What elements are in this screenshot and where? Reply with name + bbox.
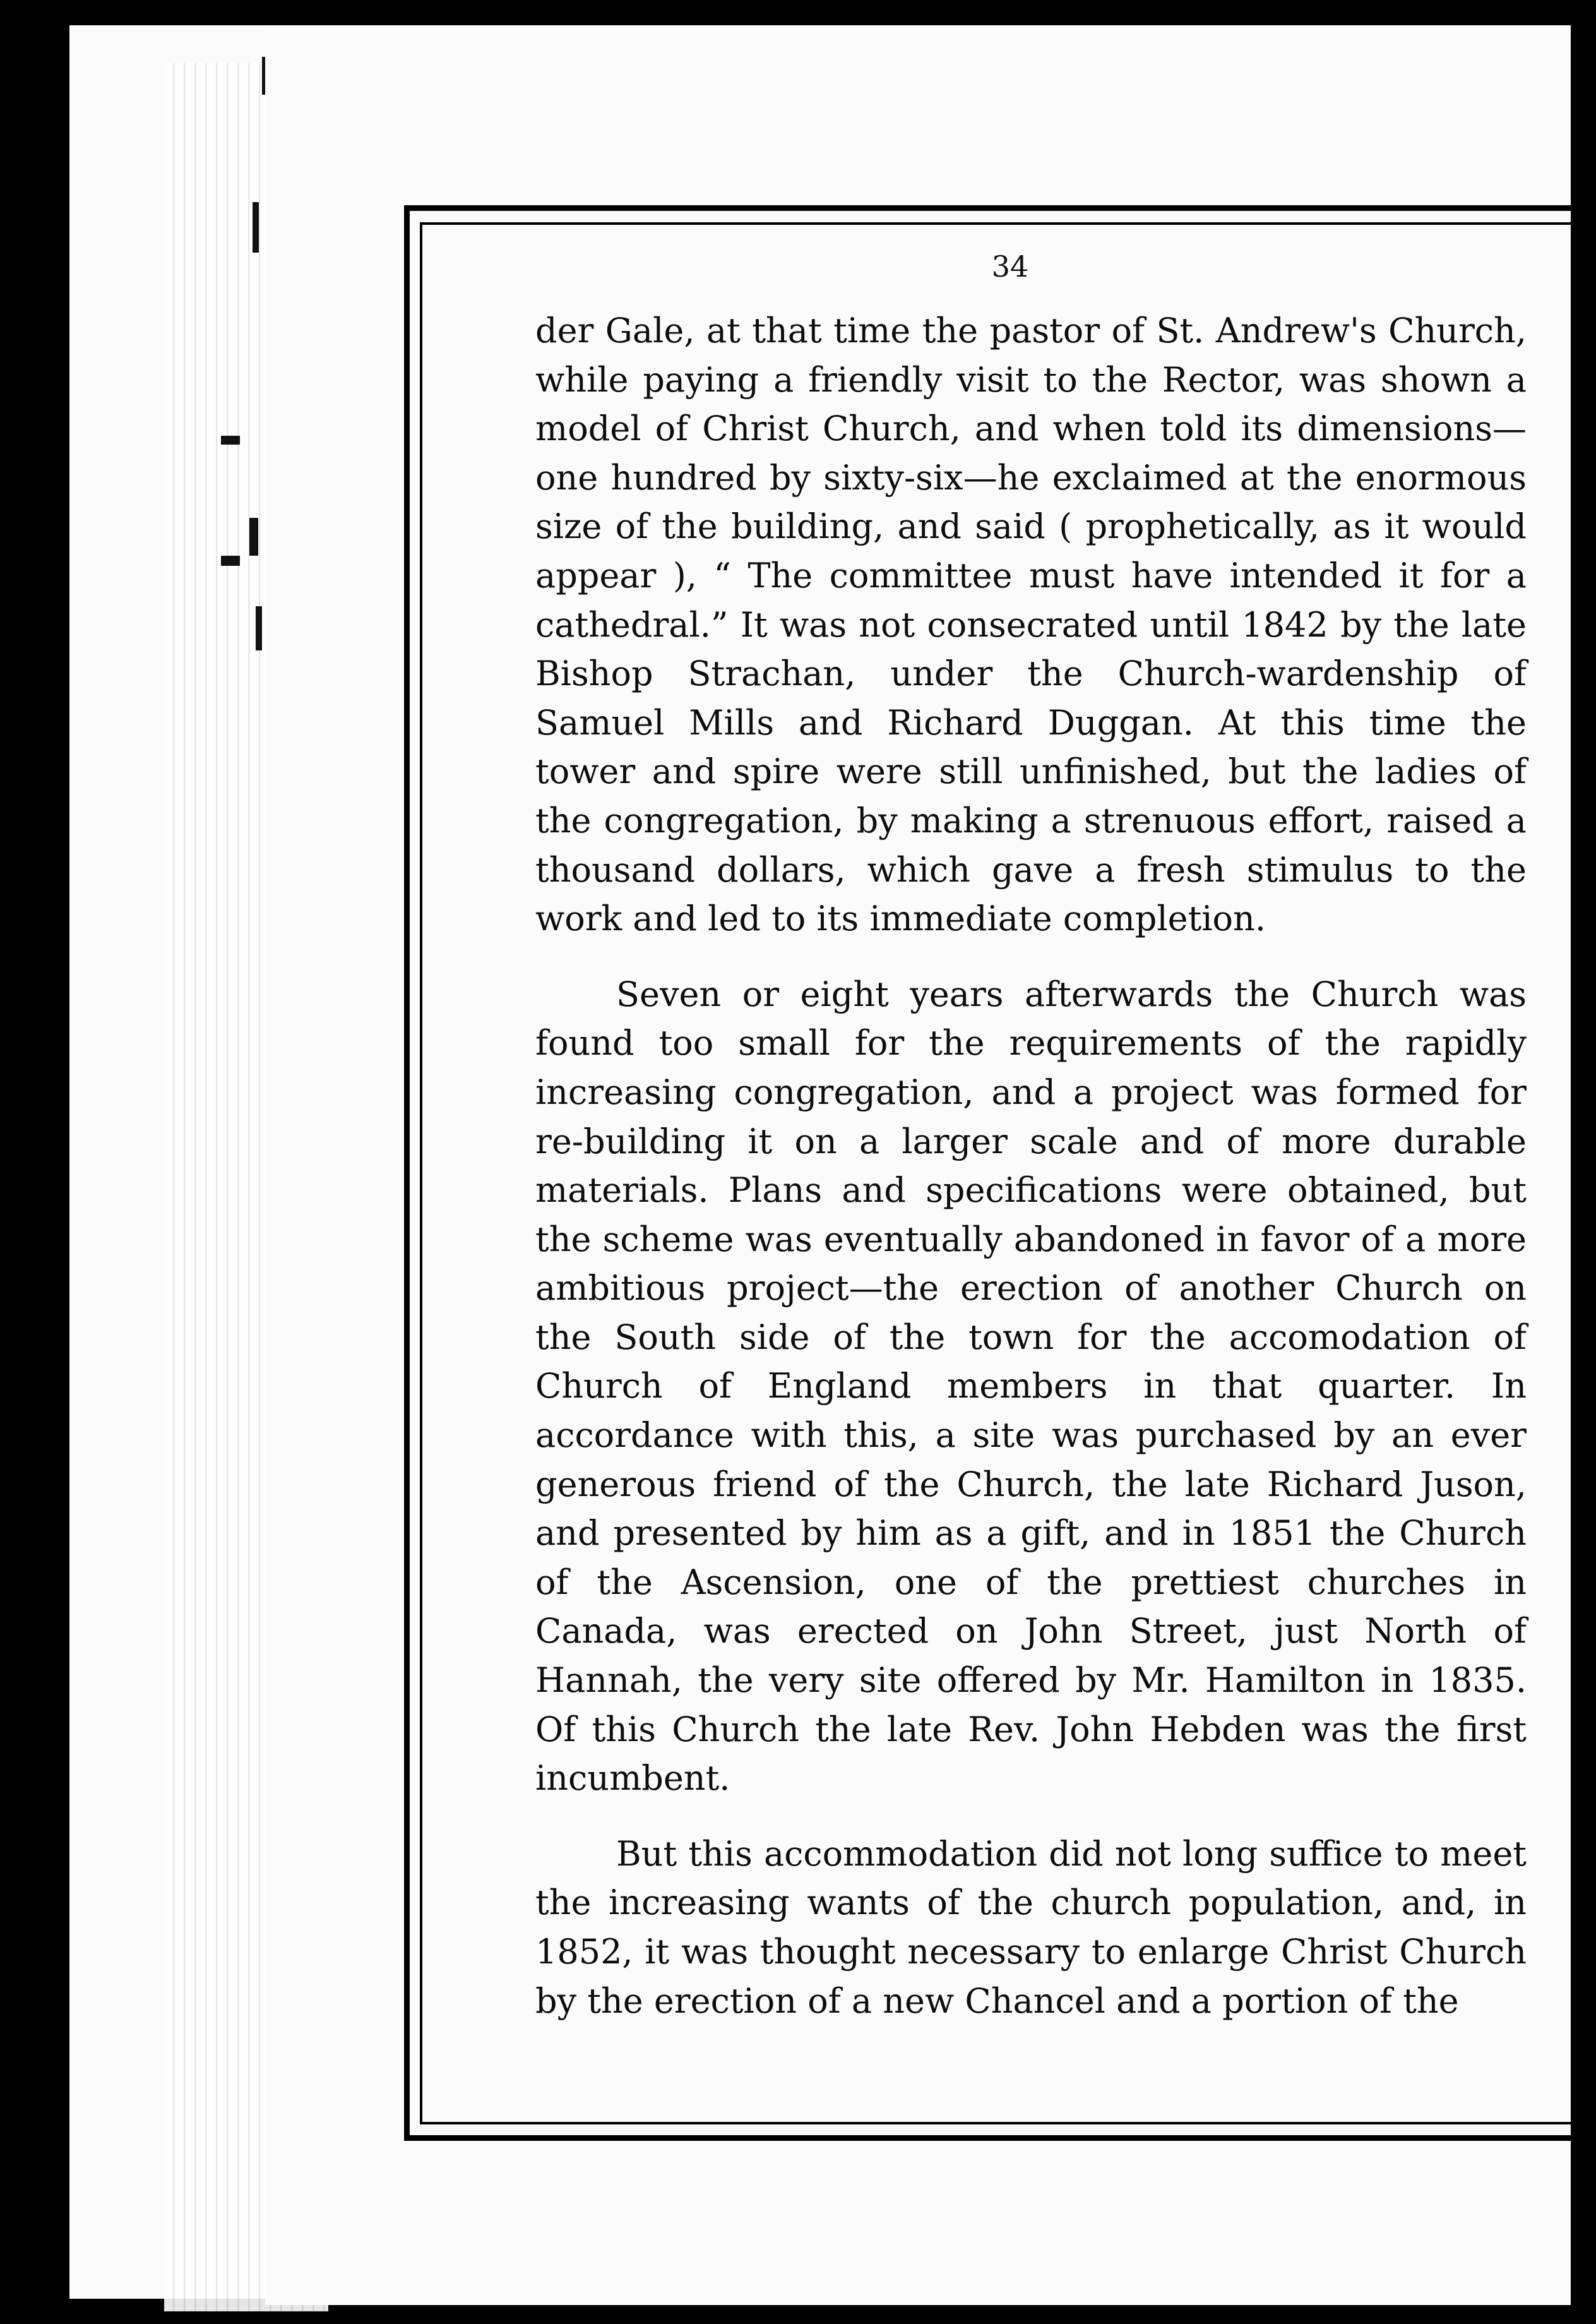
body-text [535, 306, 1527, 2025]
paragraph-2: Seven or eight years afterwards the Church was found too small for the requirements of the rapidly increasing congregation, and a project was formed for re-building it on a larger scale and of more durable materials. Plans and specifications were obtained, but the scheme was eventually abandoned in favor of a more ambitious project—the erection of another Church on the South side of the town for the accomodation of Church of England members in that quarter. In accordance with this, a site was purchased by an ever generous friend of the Church, the late Richard Juson, and presented by him as a gift, and in 1851 the Church of the Ascension, one of the prettiest churches in Canada, was erected on John Street, just North of Hannah, the very site offered by Mr. Hamilton in 1835. Of this Church the late Rev. John Hebden was the first incumbent. [535, 974, 1527, 1799]
gutter-mark [256, 606, 262, 650]
gutter-mark [221, 556, 240, 566]
gutter-mark [221, 436, 240, 445]
left-page-edge [69, 25, 278, 2299]
gutter-mark [249, 518, 258, 556]
paragraph-3: But this accommodation did not long suffice to meet the increasing wants of the church population, and, in 1852, it was thought necessary to enlarge Christ Church by the erection of a new Chancel and a portion of the [535, 1833, 1527, 2021]
page-number: 34 [991, 249, 1029, 284]
gutter-mark [253, 202, 259, 253]
paragraph-1: der Gale, at that time the pastor of St. Andrew's Church, while paying a friendly visit to the Rector, was shown a model of Christ Church, and when told its dimensions—one hundred by sixty-six—he exclaimed at the enormous size of the building, and said ( prophetically, as it would appear ), “ The committee must have intended it for a cathedral.” It was not consecrated until 1842 by the late Bishop Strachan, under the Church-wardenship of Samuel Mills and Richard Duggan. At this time the tower and spire were still unfinished, but the ladies of the congregation, by making a strenuous effort, raised a thousand dollars, which gave a fresh stimulus to the work and led to its immediate completion. [535, 311, 1527, 939]
